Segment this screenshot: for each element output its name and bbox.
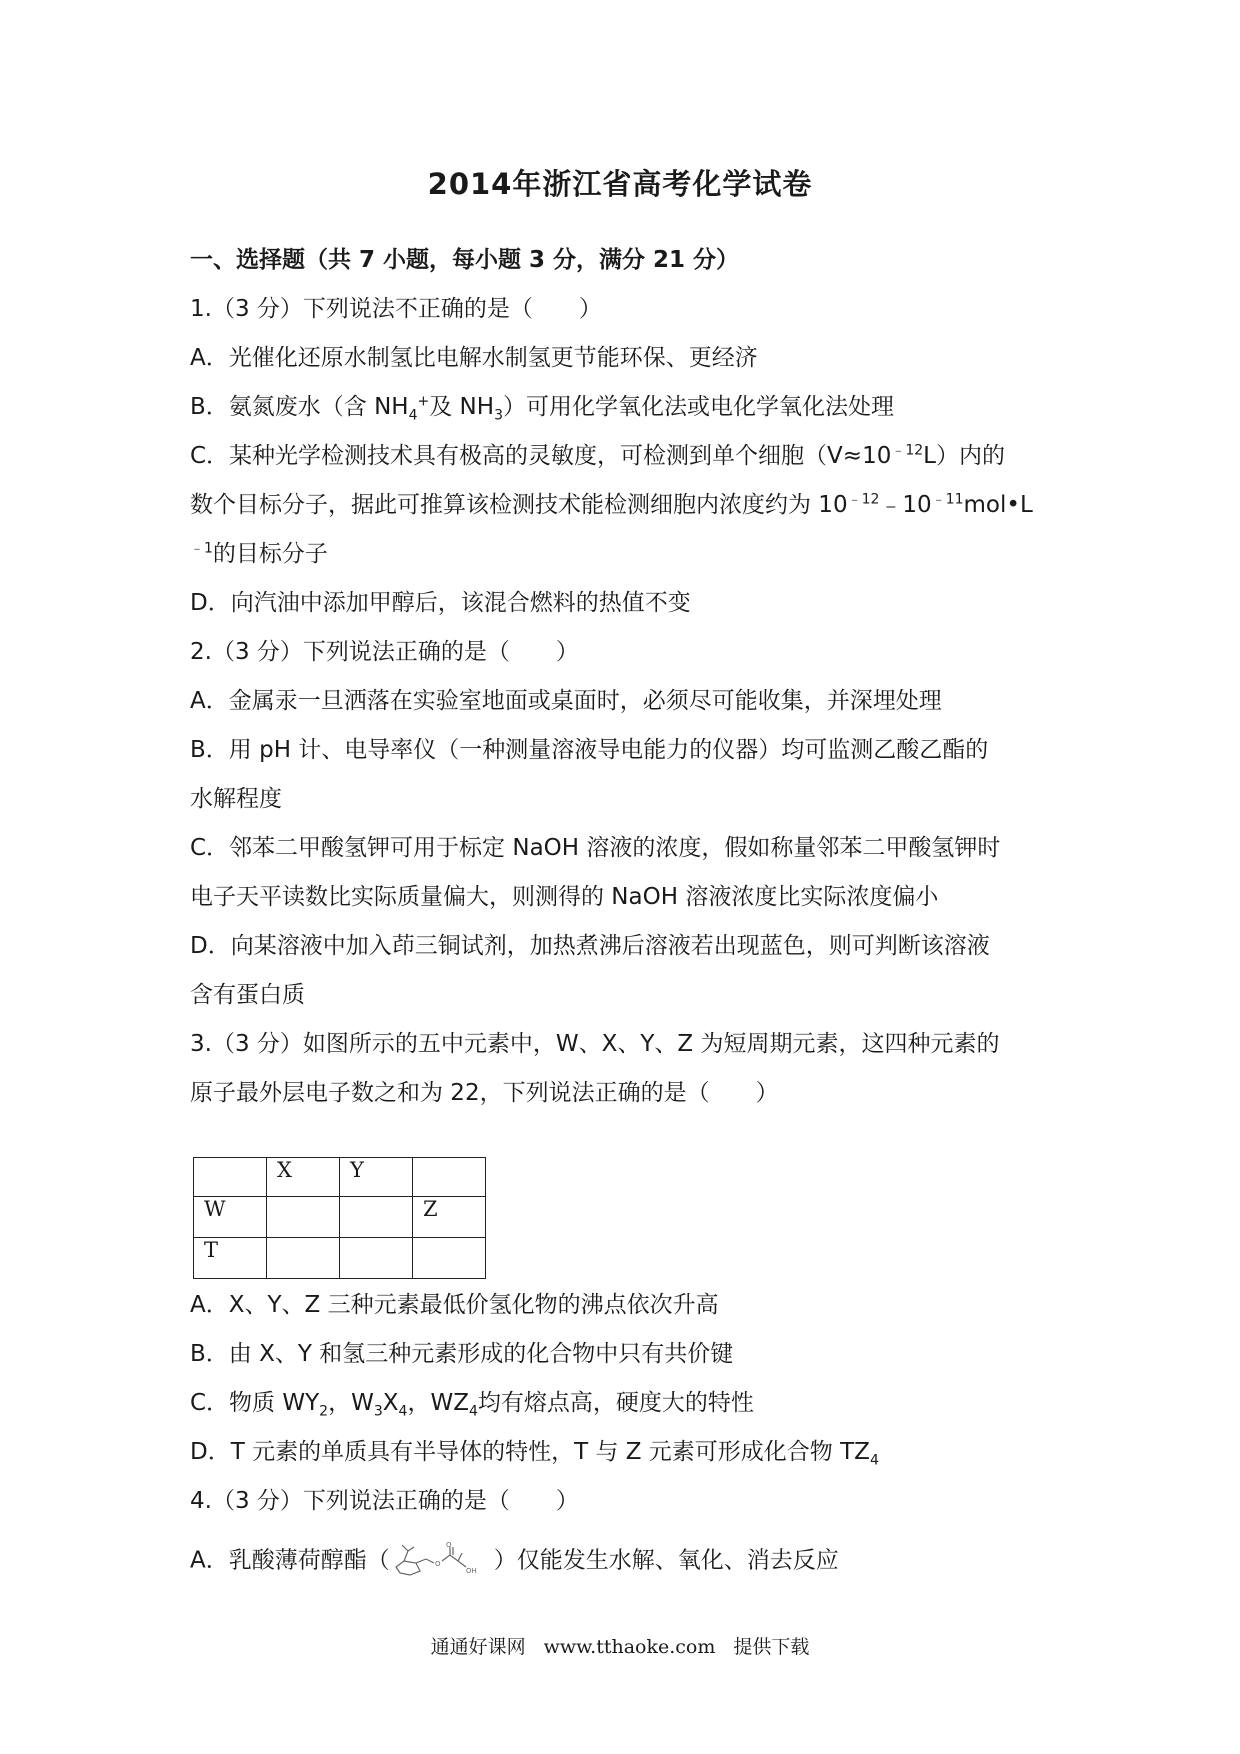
q1-c2-text-2: ﹣10 (879, 492, 932, 518)
table-row (194, 1197, 486, 1238)
q1-c3-sup: ﹣1 (190, 540, 213, 557)
q2-option-d-line2: 含有蛋白质 (190, 982, 305, 1008)
q2-option-a: A．金属汞一旦洒落在实验室地面或桌面时，必须尽可能收集，并深埋处理 (190, 688, 942, 714)
section-heading: 一、选择题（共 7 小题，每小题 3 分，满分 21 分） (190, 247, 740, 273)
q1-c2-sup-1: ﹣12 (847, 491, 880, 508)
q3-stem-line1: 3.（3 分）如图所示的五中元素中，W、X、Y、Z 为短周期元素，这四种元素的 (190, 1031, 1000, 1057)
table-row (194, 1238, 486, 1279)
q1-c1-text: C．某种光学检测技术具有极高的灵敏度，可检测到单个细胞（V≈10 (190, 443, 892, 469)
table-cell (413, 1158, 486, 1197)
q1-option-c-line3 (190, 539, 328, 569)
q2-option-c-line1: C．邻苯二甲酸氢钾可用于标定 NaOH 溶液的浓度，假如称量邻苯二甲酸氢钾时 (190, 835, 1001, 861)
q1-b-text-1: B．氨氮废水（含 NH (190, 394, 409, 420)
q1-c1-sup: ﹣12 (891, 442, 924, 459)
q1-c3-text: 的目标分子 (212, 541, 328, 567)
q3-d-sub: 4 (869, 1452, 879, 1469)
q3-stem-line2: 原子最外层电子数之和为 22，下列说法正确的是（ ） (190, 1080, 779, 1106)
svg-text:OH: OH (465, 1567, 477, 1575)
table-cell: X (267, 1158, 340, 1197)
q3-c-sub-2: 3 (373, 1403, 383, 1420)
menthyl-lactate-structure-icon (390, 1541, 494, 1581)
q3-c-sub-4: 4 (468, 1403, 478, 1420)
footer-note: 提供下载 (733, 1636, 810, 1658)
table-cell: W (194, 1197, 267, 1238)
q3-c-text-1: C．物质 WY (190, 1390, 320, 1416)
table-cell (194, 1158, 267, 1197)
q1-option-a: A．光催化还原水制氢比电解水制氢更节能环保、更经济 (190, 345, 758, 371)
q1-b-sub-2: 3 (494, 407, 503, 424)
q3-option-c (190, 1388, 754, 1418)
q1-stem: 1.（3 分）下列说法不正确的是（ ） (190, 296, 602, 322)
table-cell (267, 1238, 340, 1279)
q1-c2-text: 数个目标分子，据此可推算该检测技术能检测细胞内浓度约为 10 (190, 492, 848, 518)
q1-option-c-line1 (190, 441, 1005, 471)
q4-a-text-2: ）仅能发生水解、氧化、消去反应 (493, 1547, 839, 1574)
table-cell: T (194, 1238, 267, 1279)
q1-c1-text-2: L）内的 (923, 443, 1005, 469)
q3-option-d (190, 1437, 879, 1467)
q3-c-text-5: 均有熔点高，硬度大的特性 (477, 1390, 754, 1416)
table-cell: Y (340, 1158, 413, 1197)
element-table (193, 1157, 486, 1279)
q3-c-text-2: ，W (328, 1390, 374, 1416)
q1-option-b (190, 392, 894, 422)
q2-option-b-line2: 水解程度 (190, 786, 282, 812)
q3-d-text: D．T 元素的单质具有半导体的特性，T 与 Z 元素可形成化合物 TZ (190, 1439, 870, 1465)
q2-stem: 2.（3 分）下列说法正确的是（ ） (190, 639, 579, 665)
q1-option-d: D．向汽油中添加甲醇后，该混合燃料的热值不变 (190, 590, 691, 616)
q2-option-d-line1: D．向某溶液中加入茚三铜试剂，加热煮沸后溶液若出现蓝色，则可判断该溶液 (190, 933, 990, 959)
q3-c-sub-3: 4 (398, 1403, 408, 1420)
q1-c2-text-3: mol•L (963, 492, 1033, 518)
table-cell (340, 1197, 413, 1238)
q1-option-c-line2 (190, 490, 1033, 520)
q3-option-b: B．由 X、Y 和氢三种元素形成的化合物中只有共价键 (190, 1341, 734, 1367)
q1-c2-sup-2: ﹣11 (931, 491, 964, 508)
q1-b-text-2: 及 NH (429, 394, 495, 420)
table-cell (340, 1238, 413, 1279)
footer-site: 通通好课网 (430, 1636, 526, 1658)
q4-option-a (190, 1541, 839, 1581)
q2-option-b-line1: B．用 pH 计、电导率仪（一种测量溶液导电能力的仪器）均可监测乙酸乙酯的 (190, 737, 989, 763)
q1-b-sub-1: 4 (408, 407, 418, 424)
q4-stem: 4.（3 分）下列说法正确的是（ ） (190, 1488, 579, 1514)
footer-url[interactable]: www.tthaoke.com (543, 1636, 716, 1658)
q3-c-text-4: ，WZ (407, 1390, 469, 1416)
q1-b-text-3: ）可用化学氧化法或电化学氧化法处理 (502, 394, 894, 420)
q3-c-sub-1: 2 (319, 1403, 329, 1420)
table-cell: Z (413, 1197, 486, 1238)
q3-c-text-3: X (382, 1390, 399, 1416)
page-title: 2014年浙江省高考化学试卷 (427, 167, 813, 201)
svg-text:O: O (445, 1541, 452, 1549)
q3-option-a: A．X、Y、Z 三种元素最低价氢化物的沸点依次升高 (190, 1292, 719, 1318)
table-cell (267, 1197, 340, 1238)
svg-text:O: O (434, 1560, 441, 1568)
q4-a-text-1: A．乳酸薄荷醇酯（ (190, 1547, 390, 1574)
q1-b-sup-1: + (417, 393, 430, 410)
footer (0, 1632, 1240, 1659)
table-cell (413, 1238, 486, 1279)
q2-option-c-line2: 电子天平读数比实际质量偏大，则测得的 NaOH 溶液浓度比实际浓度偏小 (190, 884, 939, 910)
table-row (194, 1158, 486, 1197)
